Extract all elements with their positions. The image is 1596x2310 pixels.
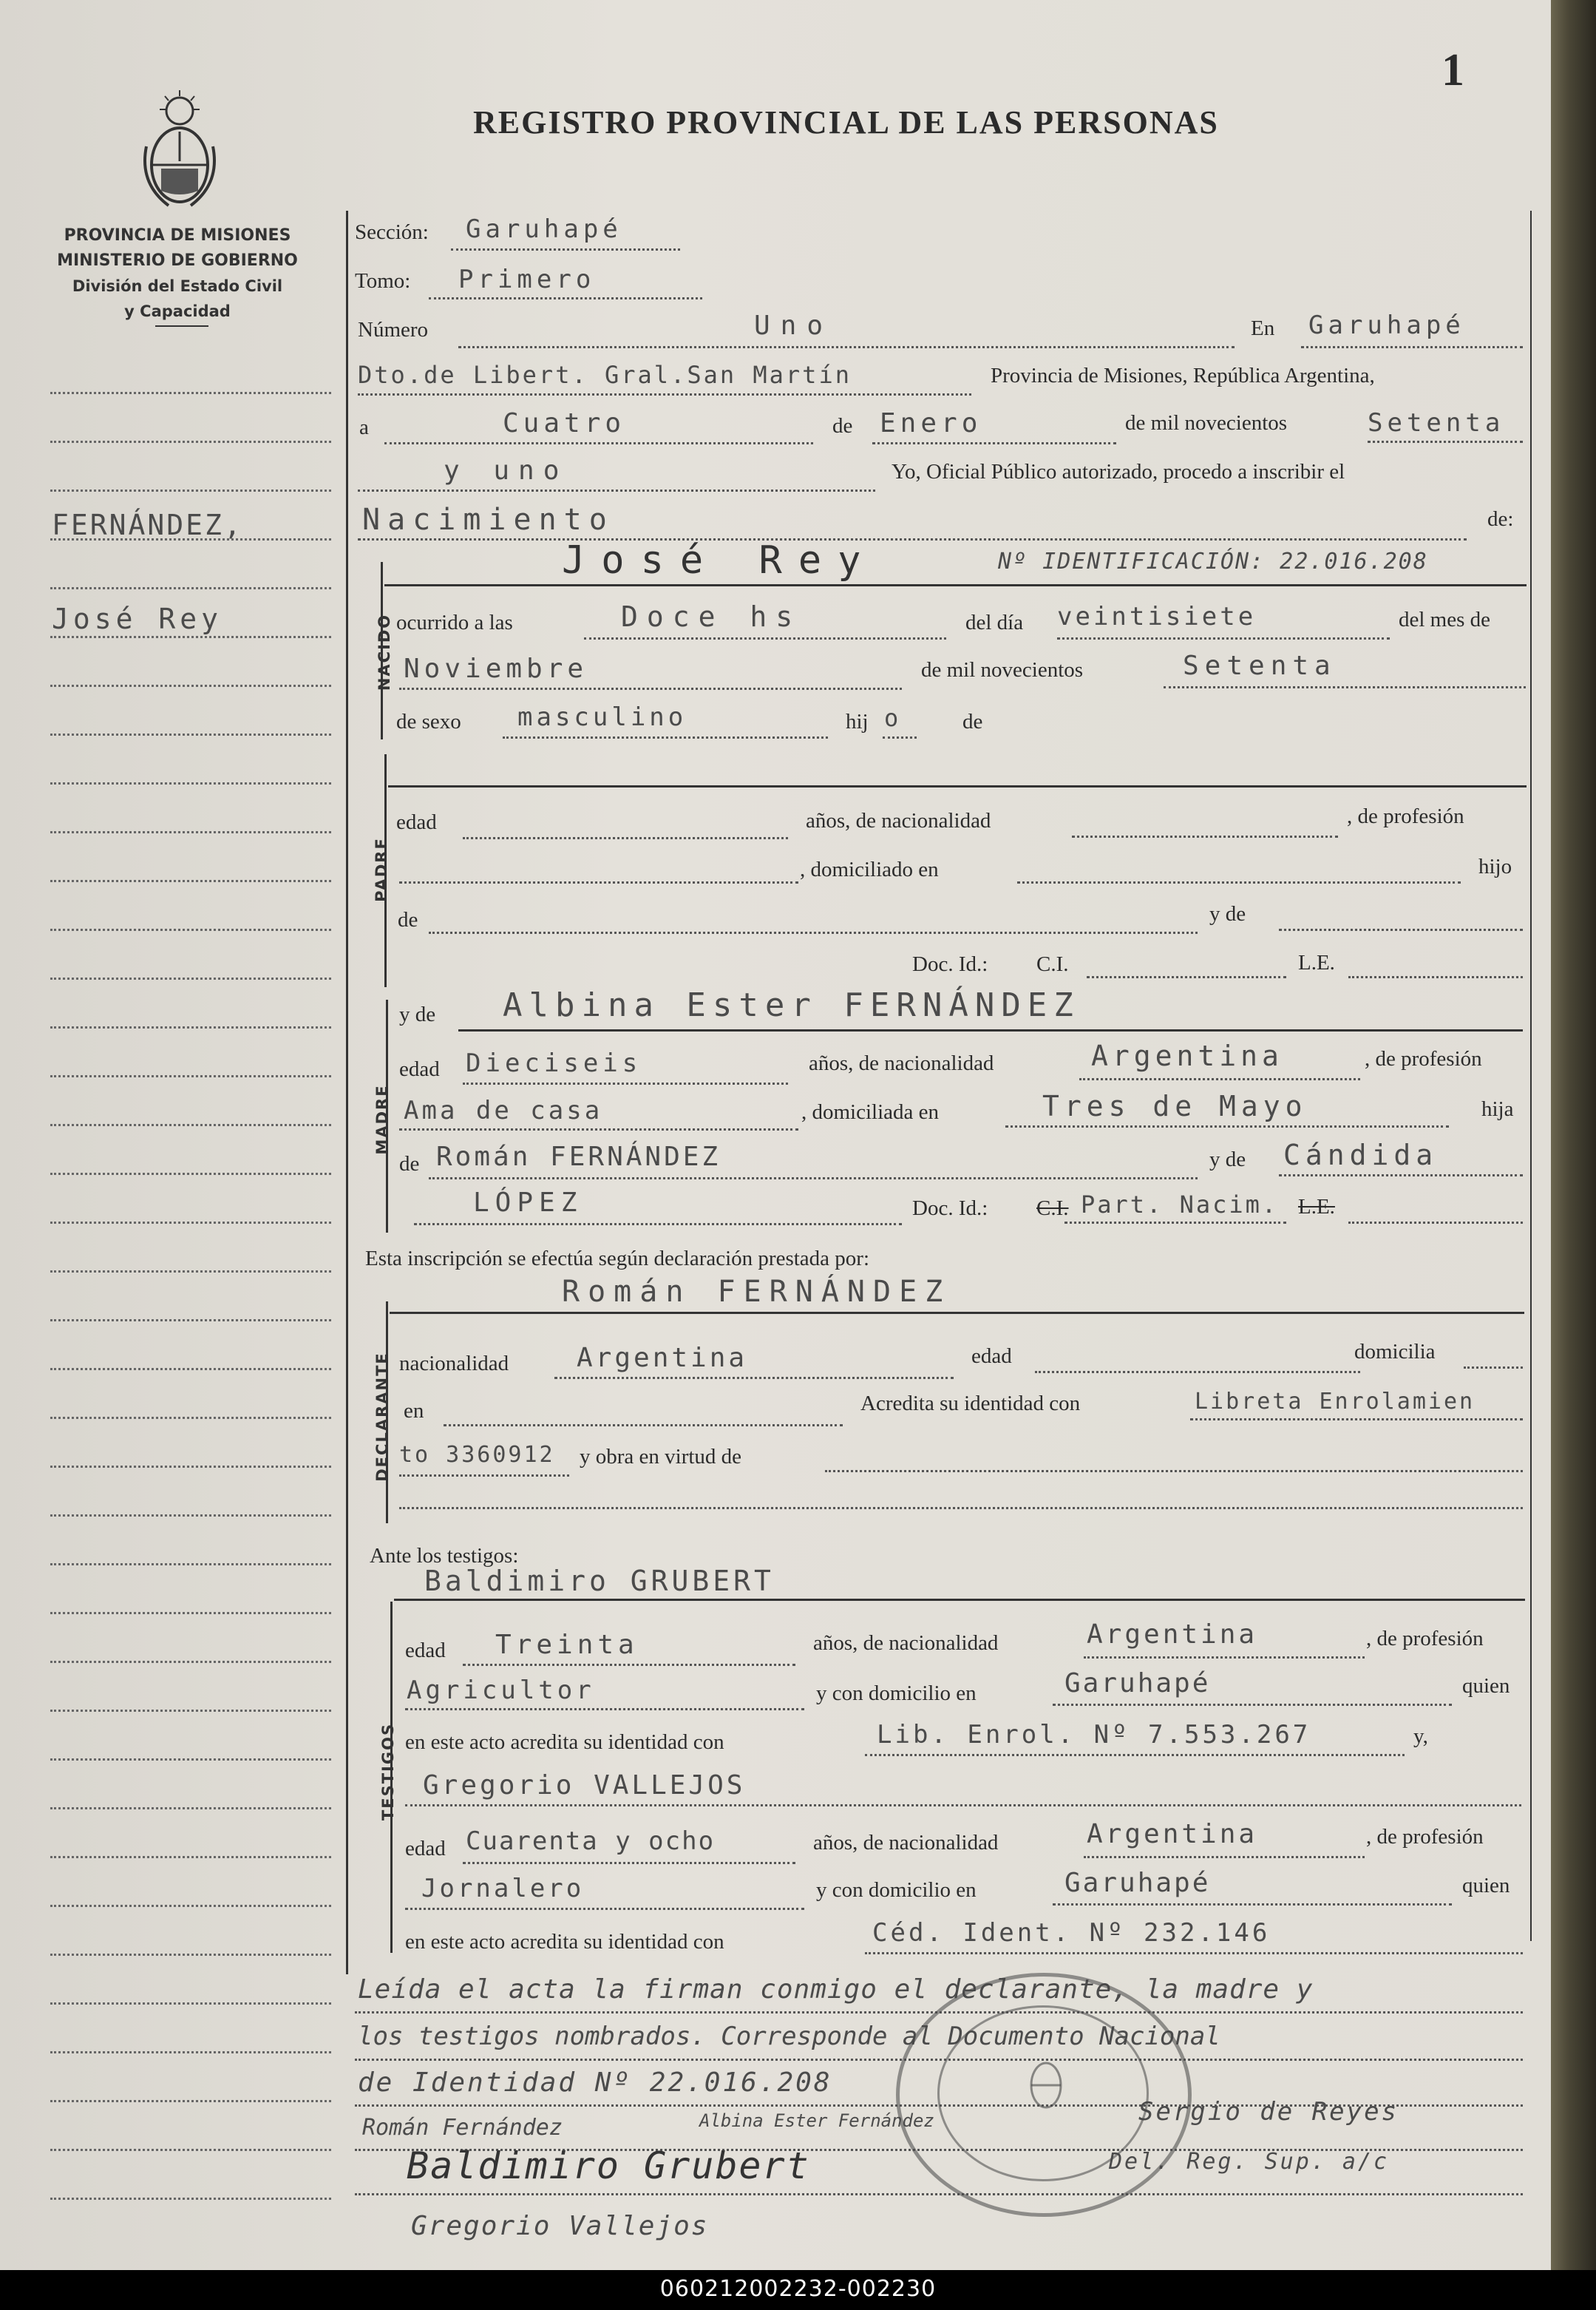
value-decl-nac: Argentina [577,1343,748,1373]
value-sexo: masculino [517,702,687,732]
value-hora: Doce hs [621,600,802,633]
label-t2-prof: , de profesión [1366,1825,1484,1849]
value-testigo2: Gregorio VALLEJOS [423,1770,746,1801]
book-spine [1551,0,1596,2270]
label-padre-hijo: hijo [1478,855,1512,878]
value-departamento: Dto.de Libert. Gral.San Martín [358,361,852,389]
signature-testigo1: Baldimiro Grubert [407,2144,810,2187]
label-madre-nac: años, de nacionalidad [809,1051,994,1075]
value-nacido-nombre: José Rey [562,538,877,583]
value-madre-edad: Dieciseis [466,1049,642,1078]
section-padre: PADRE [373,837,390,902]
label-t1-quien: quien [1462,1674,1510,1698]
signature-oficial: Sergio de Reyes [1138,2097,1399,2127]
label-en: En [1251,316,1275,340]
label-padre-de: de [398,908,418,932]
closing-line-1: Leída el acta la firman conmigo el declarante, la madre y [358,1974,1314,2005]
issuer-block [22,223,333,324]
label-padre-ci: C.I. [1036,952,1069,976]
value-declarante: Román FERNÁNDEZ [562,1275,951,1309]
value-t2-edad: Cuarenta y ocho [466,1826,716,1856]
label-numero: Número [358,318,429,342]
label-madre-y-de: y de [399,1003,436,1026]
label-madre-ci: C.I. [1036,1196,1069,1220]
value-t2-nac: Argentina [1087,1819,1258,1849]
label-t2-edad: edad [405,1837,446,1860]
label-madre-doc: Doc. Id.: [912,1196,988,1220]
value-madre-nombre: Albina Ester FERNÁNDEZ [503,986,1080,1024]
label-del-mes: del mes de [1399,608,1491,631]
coat-of-arms-icon [139,87,220,220]
label-t2-dom: y con domicilio en [816,1878,977,1902]
value-testigo1: Baldimiro GRUBERT [424,1565,775,1597]
value-t1-prof: Agricultor [407,1676,595,1705]
value-identificacion: Nº IDENTIFICACIÓN: 22.016.208 [998,549,1428,575]
value-madre-dom: Tres de Mayo [1042,1090,1308,1122]
label-t1-dom: y con domicilio en [816,1681,977,1705]
value-mes-nac: Noviembre [404,654,588,684]
label-padre-dom: , domiciliado en [800,858,939,881]
issuer-province: PROVINCIA DE MISIONES [64,226,291,245]
signature-declarante: Román Fernández [362,2115,563,2141]
label-padre-edad: edad [396,810,437,834]
value-hij: o [884,704,903,732]
value-t1-edad: Treinta [495,1630,639,1660]
label-t1-edad: edad [405,1639,446,1662]
label-madre-de: de [399,1152,420,1176]
label-padre-nac: años, de nacionalidad [806,809,991,833]
value-t1-dom: Garuhapé [1064,1668,1211,1698]
value-dia: Cuatro [503,408,626,438]
label-de-sexo: de sexo [396,710,461,734]
label-declaracion: Esta inscripción se efectúa según declaración prestada por: [365,1247,870,1270]
label-decl-nacionalidad: nacionalidad [399,1352,509,1375]
label-decl-acredita: Acredita su identidad con [860,1392,1081,1415]
issuer-division: División del Estado Civil [72,277,283,295]
value-madre-doc: Part. Nacim. [1081,1190,1279,1219]
label-decl-domicilia: domicilia [1354,1340,1436,1364]
label-a: a [359,416,369,439]
label-padre-prof: , de profesión [1347,805,1464,828]
label-decl-en: en [404,1399,424,1423]
label-tomo: Tomo: [355,269,411,293]
label-hij: hij [846,710,869,734]
value-en: Garuhapé [1308,311,1465,340]
label-de-padres: de [962,710,983,734]
value-tomo: Primero [458,265,596,294]
label-padre-y-de: y de [1209,902,1246,926]
value-anio-nac: Setenta [1183,651,1337,681]
value-t1-nac: Argentina [1087,1619,1258,1650]
label-t1-nac: años, de nacionalidad [813,1631,999,1655]
section-madre: MADRE [373,1084,391,1155]
value-madre-madre: Cándida [1283,1139,1439,1171]
signature-testigo2: Gregorio Vallejos [411,2211,709,2241]
value-anio: Setenta [1368,408,1505,438]
barcode-id: 060212002232-002230 [659,2276,937,2302]
label-madre-edad: edad [399,1057,440,1081]
label-provincia: Provincia de Misiones, República Argentina, [991,364,1375,387]
value-acto: Nacimiento [362,503,614,537]
label-madre-y-de2: y de [1209,1148,1246,1171]
signature-madre: Albina Ester Fernández [699,2110,934,2131]
section-declarante: DECLARANTE [373,1352,391,1482]
value-t2-doc: Céd. Ident. Nº 232.146 [872,1918,1271,1948]
document-title: REGISTRO PROVINCIAL DE LAS PERSONAS [473,104,1219,140]
closing-line-3: de Identidad Nº 22.016.208 [358,2067,832,2098]
value-t1-doc: Lib. Enrol. Nº 7.553.267 [877,1720,1311,1750]
label-ante-testigos: Ante los testigos: [370,1544,519,1568]
label-padre-le: L.E. [1298,951,1335,975]
issuer-capacity: y Capacidad [124,302,231,320]
label-padre-doc: Doc. Id.: [912,952,988,976]
label-ocurrido: ocurrido a las [396,611,513,634]
label-madre-le: L.E. [1298,1195,1335,1219]
margin-surname: FERNÁNDEZ, [52,509,243,541]
value-decl-acredita2: to 3360912 [399,1442,555,1468]
label-decl-obra: y obra en virtud de [580,1445,742,1469]
label-seccion: Sección: [355,220,429,244]
value-t2-dom: Garuhapé [1064,1868,1211,1898]
label-del-dia: del día [965,611,1024,634]
value-seccion: Garuhapé [466,214,622,244]
stamp-emblem-icon [1028,2056,1064,2115]
value-madre-madre2: LÓPEZ [473,1188,583,1218]
label-mil-novecientos: de mil novecientos [1125,411,1288,435]
value-decl-acredita: Libreta Enrolamien [1195,1389,1476,1415]
issuer-ministry: MINISTERIO DE GOBIERNO [57,251,298,270]
label-t1-y: y, [1413,1724,1428,1748]
label-t2-nac: años, de nacionalidad [813,1831,999,1855]
label-de-colon: de: [1487,507,1514,531]
page-number: 1 [1442,45,1464,95]
section-testigos: TESTIGOS [379,1722,397,1821]
value-madre-prof: Ama de casa [404,1096,603,1125]
label-madre-hija: hija [1481,1097,1514,1121]
value-dia-nac: veintisiete [1057,602,1257,631]
margin-given-name: José Rey [52,603,223,635]
label-t1-acredita: en este acto acredita su identidad con [405,1730,724,1754]
label-t1-prof: , de profesión [1366,1627,1484,1650]
signature-oficial-cargo: Del. Reg. Sup. a/c [1109,2149,1390,2175]
label-de-mes: de [832,414,853,438]
closing-line-2: los testigos nombrados. Corresponde al Documento Nacional [358,2022,1220,2051]
label-decl-edad: edad [971,1344,1012,1368]
value-madre-padre: Román FERNÁNDEZ [436,1142,721,1172]
label-madre-prof: , de profesión [1365,1047,1482,1071]
value-madre-nac: Argentina [1091,1040,1283,1072]
label-madre-dom: , domiciliada en [801,1100,940,1124]
label-t2-quien: quien [1462,1874,1510,1897]
label-de-mil-novecientos: de mil novecientos [921,658,1084,682]
label-t2-acredita: en este acto acredita su identidad con [405,1930,724,1954]
section-nacido: NACIDO [376,613,393,691]
value-t2-prof: Jornalero [421,1874,585,1903]
value-numero: Uno [754,311,834,341]
value-mes: Enero [880,408,982,438]
value-anio-cont: y uno [444,455,568,486]
label-yo-oficial: Yo, Oficial Público autorizado, procedo a inscribir el [892,460,1345,484]
